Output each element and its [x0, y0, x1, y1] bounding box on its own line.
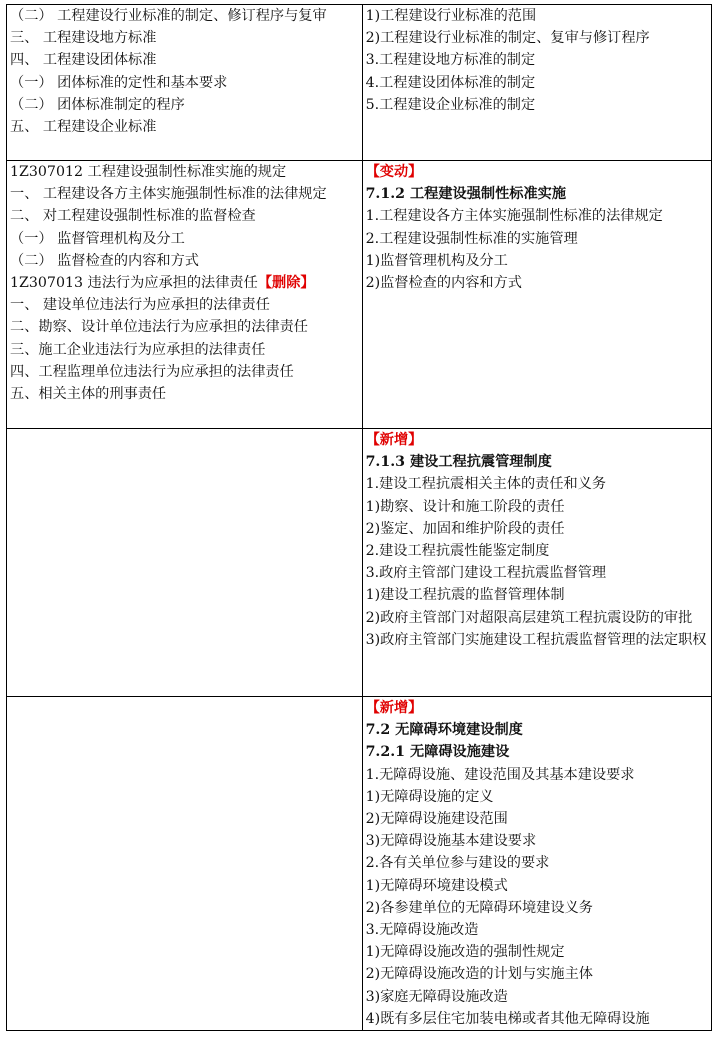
new-outline-cell — [362, 161, 711, 429]
outline-line: （二） 监督检查的内容和方式 — [10, 252, 199, 269]
outline-line: 1)无障碍设施改造的强制性规定 — [365, 944, 565, 961]
outline-line: 3)政府主管部门实施建设工程抗震监督管理的法定职权 — [365, 631, 707, 648]
outline-line: 1)无障碍设施的定义 — [365, 788, 494, 805]
outline-line: 2)鉴定、加固和维护阶段的责任 — [365, 520, 565, 537]
outline-line: 1.无障碍设施、建设范围及其基本建设要求 — [365, 766, 635, 783]
outline-line: 2.各有关单位参与建设的要求 — [365, 855, 550, 872]
outline-line: 3.工程建设地方标准的制定 — [365, 52, 536, 69]
outline-line — [10, 272, 359, 294]
section-heading: 7.1.2 工程建设强制性标准实施 — [365, 186, 567, 203]
outline-line: 三、 工程建设地方标准 — [10, 30, 157, 47]
table-row — [7, 5, 712, 161]
old-outline-cell — [7, 429, 363, 697]
outline-line: 2.建设工程抗震性能鉴定制度 — [365, 543, 550, 560]
deleted-tag: 【删除】 — [257, 275, 315, 292]
old-outline-cell — [7, 5, 363, 161]
outline-line: 四、 工程建设团体标准 — [10, 52, 157, 69]
outline-line: 五、相关主体的刑事责任 — [10, 386, 167, 403]
outline-line: 1)勘察、设计和施工阶段的责任 — [365, 498, 565, 515]
outline-line: 1)工程建设行业标准的范围 — [365, 8, 537, 24]
outline-line: 2)政府主管部门对超限高层建筑工程抗震设防的审批 — [365, 609, 693, 626]
outline-line: 4)既有多层住宅加装电梯或者其他无障碍设施 — [365, 1010, 650, 1027]
outline-line: 1.工程建设各方主体实施强制性标准的法律规定 — [365, 208, 663, 225]
outline-line: 5.工程建设企业标准的制定 — [365, 96, 536, 113]
old-outline-cell — [7, 161, 363, 429]
outline-line: 2)无障碍设施建设范围 — [365, 811, 508, 828]
new-tag: 【新增】 — [365, 700, 423, 716]
outline-line: 四、工程监理单位违法行为应承担的法律责任 — [10, 363, 294, 380]
outline-line: 3.无障碍设施改造 — [365, 922, 479, 939]
outline-line: 4.工程建设团体标准的制定 — [365, 74, 536, 91]
outline-line: 1.建设工程抗震相关主体的责任和义务 — [365, 476, 607, 493]
section-heading: 7.1.3 建设工程抗震管理制度 — [365, 454, 552, 471]
old-outline-cell — [7, 697, 363, 1031]
outline-line: 1)监督管理机构及分工 — [365, 252, 508, 269]
new-tag: 【新增】 — [365, 432, 423, 448]
outline-line: 五、 工程建设企业标准 — [10, 119, 157, 136]
outline-line: （二） 工程建设行业标准的制定、修订程序与复审 — [10, 8, 327, 24]
new-outline-cell — [362, 429, 711, 697]
outline-line: 二、 对工程建设强制性标准的监督检查 — [10, 208, 256, 225]
outline-line: 3.政府主管部门建设工程抗震监督管理 — [365, 565, 607, 582]
comparison-table — [6, 4, 712, 1031]
outline-line: 二、勘察、设计单位违法行为应承担的法律责任 — [10, 319, 308, 336]
table-row — [7, 161, 712, 429]
outline-line: 1)建设工程抗震的监督管理体制 — [365, 587, 565, 604]
outline-line: 2.工程建设强制性标准的实施管理 — [365, 230, 578, 247]
outline-line: 2)各参建单位的无障碍环境建设义务 — [365, 899, 593, 916]
outline-line: 3)无障碍设施基本建设要求 — [365, 833, 537, 850]
table-row — [7, 429, 712, 697]
section-heading: 7.2 无障碍环境建设制度 — [365, 722, 523, 739]
outline-line: （一） 监督管理机构及分工 — [10, 230, 185, 247]
outline-line: 2)监督检查的内容和方式 — [365, 275, 522, 292]
outline-line: 一、 工程建设各方主体实施强制性标准的法律规定 — [10, 186, 327, 203]
outline-line: 一、 建设单位违法行为应承担的法律责任 — [10, 297, 270, 314]
outline-line: （二） 团体标准制定的程序 — [10, 96, 185, 113]
table-row — [7, 697, 712, 1031]
outline-line: 三、施工企业违法行为应承担的法律责任 — [10, 341, 266, 358]
section-code-title: 1Z307013 违法行为应承担的法律责任 — [10, 275, 258, 292]
outline-line: 3)家庭无障碍设施改造 — [365, 988, 508, 1005]
outline-line: 2)无障碍设施改造的计划与实施主体 — [365, 966, 593, 983]
outline-line: 1Z307012 工程建设强制性标准实施的规定 — [10, 164, 287, 180]
outline-line: （一） 团体标准的定性和基本要求 — [10, 74, 228, 91]
changed-tag: 【变动】 — [365, 164, 423, 180]
new-outline-cell — [362, 697, 711, 1031]
outline-line: 2)工程建设行业标准的制定、复审与修订程序 — [365, 30, 650, 47]
outline-line: 1)无障碍环境建设模式 — [365, 877, 508, 894]
new-outline-cell — [362, 5, 711, 161]
subsection-heading: 7.2.1 无障碍设施建设 — [365, 744, 510, 761]
